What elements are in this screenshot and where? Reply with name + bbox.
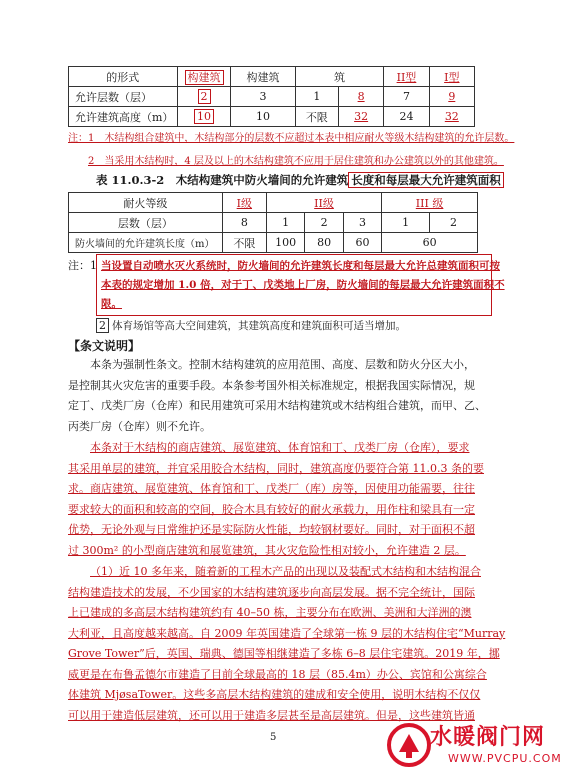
table-cell: III 级 [382,193,478,213]
table-row [69,67,475,87]
table-cell: 1 [382,213,430,233]
table-cell: 80 [305,233,343,253]
table-cell: 32 [429,107,474,127]
note-2-number: 2 [96,318,109,334]
table-cell: II级 [266,193,381,213]
table-cell: 构建筑 [177,67,231,87]
table-cell: 100 [266,233,305,253]
table-cell: 允许建筑高度（m） [69,107,178,127]
note-line: 当设置自动喷水灭火系统时，防火墙间的允许建筑长度和每层最大允许总建筑面积可按 [101,260,500,272]
table-note-1: 注：1 木结构组合建筑中，木结构部分的层数不应超过本表中相应耐火等级木结构建筑的允许层数。 [68,133,515,144]
table-cell: 10 [231,107,295,127]
table-cell: 2 [305,213,343,233]
table-cell: 32 [338,107,383,127]
table-cell: 9 [429,87,474,107]
table-caption [96,172,504,188]
valve-logo-icon [386,722,432,768]
table-cell: 3 [231,87,295,107]
note-prefix: 注：1 [68,259,97,272]
table-cell: 允许层数（层） [69,87,178,107]
table-cell: 2 [177,87,231,107]
note-line: 限。 [101,298,122,310]
table-row [69,107,475,127]
section-title: 【条文说明】 [68,339,141,353]
table-caption-text: 表 11.0.3-2 木结构建筑中防火墙间的允许建筑 [96,173,349,187]
note-2-text: 体育场馆等高大空间建筑，其建筑高度和建筑面积可适当增加。 [112,320,406,332]
table-cell: 不限 [295,107,338,127]
table-cell: 层数（层） [69,213,223,233]
table-cell: 60 [343,233,381,253]
table-cell: I型 [429,67,474,87]
table-cell: 24 [384,107,429,127]
height-floors-table [68,66,475,127]
table-cell: 7 [384,87,429,107]
table-cell: 的形式 [69,67,178,87]
table-cell: 构建筑 [231,67,295,87]
table-cell: 防火墙间的允许建筑长度（m） [69,233,223,253]
highlighted-note-box [96,254,505,316]
paragraph-3: （1）近 10 多年来，随着新的工程木产品的出现以及装配式木结构和木结构混合 结构建造技术的发展，不少国家的木结构建筑逐步向高层发展。据不完全统计，国际 上已建成的多高层木结构建筑约有 40–50 栋，主要分布在欧洲、美洲和大洋洲的澳 大利亚，且高度越来越高。自 2009 年英国建造了全球第一栋 9 层的木结构住宅“Murray Grove Tower”后，英国、瑞典、德国等相继建造了多栋 6–8 层住宅建筑。2019 年，挪 威更是在布鲁孟德尔市建造了目前全球最高的 18 层（85.4m）办公、宾馆和公寓综合 体建筑 MjøsaTower。这些多高层木结构建筑的建成和安全使用，说明木结构不仅仅 可以用于建造低层建筑，还可以用于建造多层甚至是高层建筑。但是，这些建筑皆通 [68,565,506,722]
watermark-title: 水暖阀门网 [430,725,546,750]
paragraph-2: 本条对于木结构的商店建筑、展览建筑、体育馆和丁、戊类厂房（仓库），要求 其采用单层的建筑，并宜采用胶合木结构，同时，建筑高度仍要符合第 11.0.3 条的要 求。商店建筑、展览建筑、体育馆和丁、戊类厂（库）房等，因使用功能需要，往往 要求较大的面积和较高的空间，胶合木具有较好的耐火承载力，用作柱和梁具有一定 优势，无论外观与日常维护还是实际防火性能，均较钢材要好。同时，对于面积不超 过 300m² 的小型商店建筑和展览建筑，其火灾危险性相对较小，允许建造 2 层。 [68,441,484,557]
table-cell: 不限 [222,233,266,253]
table-row [69,193,478,213]
table-cell: 2 [430,213,478,233]
note-line: 本表的规定增加 1.0 倍，对于丁、戊类地上厂房，防火墙间的每层最大允许建筑面积不 [101,279,505,291]
table-cell: 耐火等级 [69,193,223,213]
table-cell: 8 [222,213,266,233]
table-row [69,87,475,107]
table-cell: 8 [338,87,383,107]
watermark-url: WWW.PVCPU.COM [448,752,562,765]
table-cell: 1 [266,213,305,233]
table-cell: 筑 [295,67,384,87]
table-row [69,233,478,253]
firewall-length-table [68,192,478,253]
site-watermark [386,718,562,774]
table-cell: 3 [343,213,381,233]
paragraph-1: 本条为强制性条文。控制木结构建筑的应用范围、高度、层数和防火分区大小， 是控制其火灾危害的重要手段。本条参考国外相关标准规定，根据我国实际情况，规 定丁、戊类厂房（仓库）和民用建筑可采用木结构建筑或木结构组合建筑，而甲、乙、 丙类厂房（仓库）则不允许。 [68,358,486,433]
table-cell: 60 [382,233,478,253]
table-row [69,213,478,233]
table-note-2: 2 当采用木结构时，4 层及以上的木结构建筑不应用于居住建筑和办公建筑以外的其他建筑。 [88,156,504,167]
table-caption-highlight: 长度和每层最大允许建筑面积 [348,172,504,188]
table-cell: I级 [222,193,266,213]
table-cell: II型 [384,67,429,87]
table-cell: 10 [177,107,231,127]
table-cell: 1 [295,87,338,107]
page-number: 5 [270,732,277,743]
